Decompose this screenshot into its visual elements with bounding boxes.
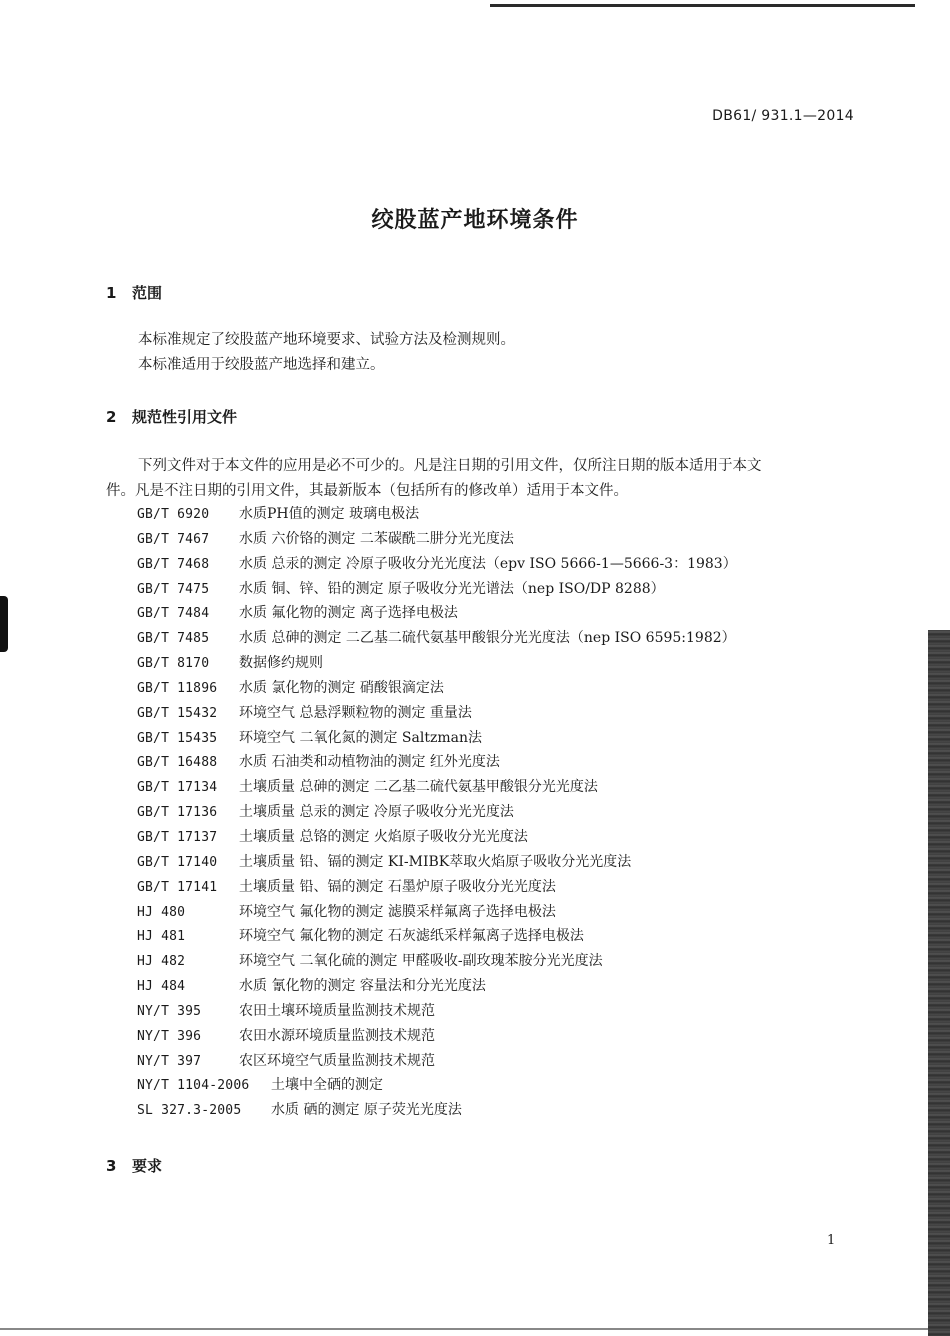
reference-title: 水质 总汞的测定 冷原子吸收分光光度法（epv ISO 5666-1—5666-3：1983）: [239, 555, 737, 572]
reference-title: 水质 六价铬的测定 二苯碳酰二肼分光光度法: [239, 530, 514, 547]
reference-item: [137, 775, 837, 800]
reference-title: 水质 总砷的测定 二乙基二硫代氨基甲酸银分光光度法（nep ISO 6595:1982）: [239, 630, 736, 647]
scope-paragraph-1: 本标准规定了绞股蓝产地环境要求、试验方法及检测规则。: [138, 332, 515, 348]
reference-title: 水质 铜、锌、铅的测定 原子吸收分光光谱法（nep ISO/DP 8288）: [239, 580, 665, 597]
section-title: 范围: [132, 284, 163, 302]
reference-item: [137, 527, 837, 552]
scope-paragraph-2: 本标准适用于绞股蓝产地选择和建立。: [138, 357, 385, 373]
reference-title: 土壤质量 总汞的测定 冷原子吸收分光光度法: [239, 804, 514, 821]
reference-title: 土壤质量 铅、镉的测定 KI-MIBK萃取火焰原子吸收分光光度法: [239, 853, 632, 870]
reference-title: 水质 氰化物的测定 容量法和分光光度法: [239, 978, 486, 995]
reference-title: 农区环境空气质量监测技术规范: [239, 1052, 435, 1069]
section-number: 2: [106, 408, 117, 426]
reference-code: SL 327.3-2005: [137, 1103, 242, 1119]
scan-left-mark: [0, 596, 8, 652]
reference-title: 环境空气 二氧化氮的测定 Saltzman法: [239, 729, 482, 746]
reference-title: 水质 氯化物的测定 硝酸银滴定法: [239, 679, 444, 696]
reference-code: GB/T 7485: [137, 631, 210, 647]
reference-code: NY/T 395: [137, 1003, 202, 1019]
reference-code: GB/T 16488: [137, 755, 218, 771]
reference-code: NY/T 396: [137, 1028, 202, 1044]
reference-code: GB/T 11896: [137, 680, 218, 696]
reference-title: 水质 石油类和动植物油的测定 红外光度法: [239, 754, 500, 771]
section-number: 3: [106, 1157, 117, 1175]
reference-item: [137, 900, 837, 925]
reference-code: HJ 482: [137, 954, 186, 970]
reference-item: [137, 676, 837, 701]
reference-code: GB/T 7468: [137, 556, 210, 572]
reference-item: [137, 552, 837, 577]
document-title: 绞股蓝产地环境条件: [371, 208, 579, 233]
page-number: 1: [827, 1233, 836, 1248]
normative-reference-list: [137, 502, 837, 1123]
reference-code: GB/T 15432: [137, 705, 218, 721]
reference-item: [137, 999, 837, 1024]
reference-code: GB/T 7467: [137, 531, 210, 547]
reference-item: [137, 1024, 837, 1049]
section-1-heading: [106, 282, 162, 303]
reference-item: [137, 800, 837, 825]
reference-item: [137, 577, 837, 602]
reference-code: HJ 481: [137, 929, 186, 945]
reference-code: NY/T 397: [137, 1053, 202, 1069]
standard-number: DB61/ 931.1—2014: [712, 108, 854, 124]
references-intro-line-1: 下列文件对于本文件的应用是必不可少的。凡是注日期的引用文件，仅所注日期的版本适用于本文: [138, 458, 762, 474]
reference-title: 土壤质量 总砷的测定 二乙基二硫代氨基甲酸银分光光度法: [239, 779, 598, 796]
reference-title: 土壤质量 铅、镉的测定 石墨炉原子吸收分光光度法: [239, 878, 556, 895]
reference-code: GB/T 7484: [137, 606, 210, 622]
reference-code: GB/T 17136: [137, 805, 218, 821]
reference-code: GB/T 17140: [137, 854, 218, 870]
reference-item: [137, 924, 837, 949]
reference-item: [137, 750, 837, 775]
reference-title: 土壤中全硒的测定: [271, 1077, 383, 1094]
reference-code: GB/T 17141: [137, 879, 218, 895]
reference-code: HJ 484: [137, 979, 186, 995]
reference-title: 农田土壤环境质量监测技术规范: [239, 1002, 435, 1019]
reference-title: 水质PH值的测定 玻璃电极法: [239, 506, 420, 522]
reference-title: 水质 氟化物的测定 离子选择电极法: [239, 605, 458, 622]
reference-item: [137, 850, 837, 875]
reference-code: GB/T 7475: [137, 581, 210, 597]
reference-item: [137, 1073, 837, 1098]
reference-item: [137, 726, 837, 751]
reference-title: 环境空气 总悬浮颗粒物的测定 重量法: [239, 704, 472, 721]
reference-item: [137, 1098, 837, 1123]
reference-code: GB/T 15435: [137, 730, 218, 746]
reference-code: NY/T 1104-2006: [137, 1078, 250, 1094]
reference-item: [137, 651, 837, 676]
section-3-heading: [106, 1155, 162, 1176]
scan-bottom-rule: [0, 1328, 928, 1330]
reference-title: 环境空气 氟化物的测定 石灰滤纸采样氟离子选择电极法: [239, 928, 584, 945]
reference-code: GB/T 8170: [137, 656, 210, 672]
section-2-heading: [106, 406, 237, 427]
references-intro-line-2: 件。凡是不注日期的引用文件，其最新版本（包括所有的修改单）适用于本文件。: [106, 483, 628, 499]
section-title: 要求: [132, 1157, 163, 1175]
reference-item: [137, 601, 837, 626]
scan-top-rule: [490, 4, 915, 7]
reference-item: [137, 502, 837, 527]
reference-item: [137, 974, 837, 999]
reference-title: 水质 硒的测定 原子荧光光度法: [271, 1102, 462, 1119]
reference-item: [137, 875, 837, 900]
reference-code: HJ 480: [137, 904, 186, 920]
section-title: 规范性引用文件: [132, 408, 238, 426]
reference-code: GB/T 17137: [137, 829, 218, 845]
scan-right-edge: [928, 630, 950, 1336]
reference-item: [137, 949, 837, 974]
reference-title: 农田水源环境质量监测技术规范: [239, 1027, 435, 1044]
reference-title: 环境空气 二氧化硫的测定 甲醛吸收-副玫瑰苯胺分光光度法: [239, 953, 603, 970]
reference-item: [137, 1049, 837, 1074]
reference-title: 数据修约规则: [239, 655, 323, 672]
reference-code: GB/T 17134: [137, 780, 218, 796]
reference-code: GB/T 6920: [137, 507, 210, 522]
reference-title: 环境空气 氟化物的测定 滤膜采样氟离子选择电极法: [239, 903, 556, 920]
reference-title: 土壤质量 总铬的测定 火焰原子吸收分光光度法: [239, 828, 528, 845]
reference-item: [137, 825, 837, 850]
section-number: 1: [106, 284, 117, 302]
reference-item: [137, 626, 837, 651]
reference-item: [137, 701, 837, 726]
